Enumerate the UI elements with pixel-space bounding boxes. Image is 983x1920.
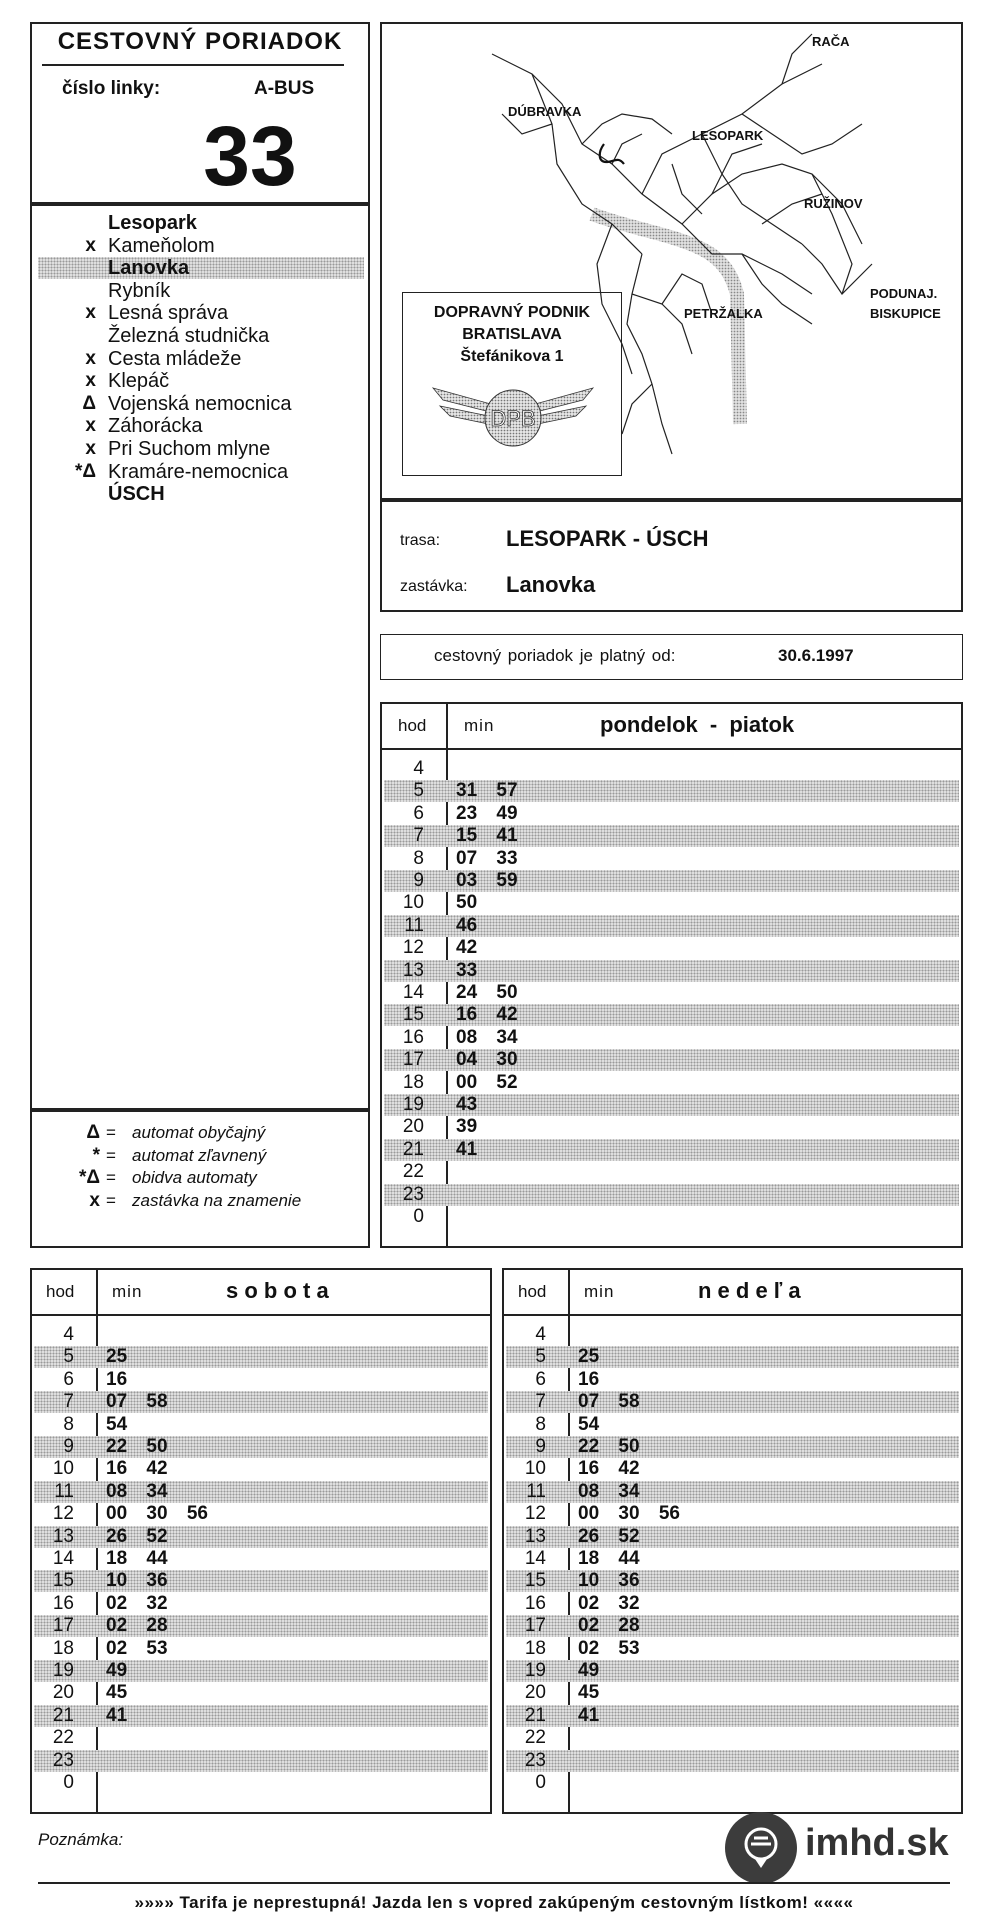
map-label-ruzinov: RUŽINOV xyxy=(804,196,863,211)
weekday-row xyxy=(384,848,959,870)
note-label: Poznámka: xyxy=(38,1830,124,1849)
legend-equals: = xyxy=(106,1168,116,1187)
timetable-title: CESTOVNÝ PORIADOK xyxy=(57,28,343,55)
weekday-col-min: min xyxy=(464,716,495,735)
minutes-cell: 16 xyxy=(106,1368,128,1390)
stop-item xyxy=(38,280,364,302)
sunday-col-min: min xyxy=(584,1282,615,1301)
minutes-cell: 22 50 xyxy=(106,1436,168,1457)
hour-cell: 20 xyxy=(52,1682,74,1704)
sunday-row xyxy=(506,1369,959,1391)
sunday-row xyxy=(506,1660,959,1682)
minutes-cell: 02 53 xyxy=(106,1637,168,1659)
minutes-cell: 54 xyxy=(106,1413,128,1435)
saturday-col-min: min xyxy=(112,1282,143,1301)
minutes-cell: 10 36 xyxy=(578,1570,640,1592)
hour-cell: 18 xyxy=(524,1637,546,1659)
sunday-row xyxy=(506,1458,959,1480)
minutes-cell: 07 33 xyxy=(456,847,518,869)
minutes-cell: 03 59 xyxy=(456,870,518,891)
hour-cell: 23 xyxy=(52,1749,74,1771)
weekday-header-rule xyxy=(380,748,963,750)
weekday-row xyxy=(384,1139,959,1161)
minutes-cell: 45 xyxy=(578,1682,600,1704)
hour-cell: 22 xyxy=(402,1161,424,1183)
stop-item xyxy=(38,393,364,415)
minutes-cell: 41 xyxy=(578,1704,600,1726)
legend-item xyxy=(44,1167,364,1189)
hour-cell: 6 xyxy=(63,1368,74,1390)
stop-item xyxy=(38,325,364,347)
hour-cell: 16 xyxy=(402,1026,424,1048)
sunday-row xyxy=(506,1772,959,1794)
minutes-cell: 25 xyxy=(578,1346,600,1368)
sunday-row xyxy=(506,1682,959,1704)
sunday-row xyxy=(506,1548,959,1570)
map-label-biskupice: BISKUPICE xyxy=(870,306,941,321)
map-label-petrzalka: PETRŽALKA xyxy=(684,306,763,321)
sunday-row xyxy=(506,1638,959,1660)
hour-cell: 17 xyxy=(524,1615,546,1637)
stop-item xyxy=(38,483,364,505)
operator-address: Štefánikova 1 xyxy=(460,348,564,365)
sunday-row xyxy=(506,1324,959,1346)
hour-cell: 7 xyxy=(413,825,424,847)
hour-cell: 9 xyxy=(63,1436,74,1457)
minutes-cell: 49 xyxy=(106,1660,128,1681)
saturday-row xyxy=(34,1750,488,1772)
stop-marker: *Δ xyxy=(74,460,96,482)
legend-equals: = xyxy=(106,1145,116,1165)
weekday-row xyxy=(384,1072,959,1094)
saturday-row xyxy=(34,1705,488,1727)
hour-cell: 21 xyxy=(402,1138,424,1160)
saturday-row xyxy=(34,1503,488,1525)
minutes-cell: 16 xyxy=(578,1368,600,1390)
minutes-cell: 00 30 56 xyxy=(106,1503,208,1525)
weekday-row xyxy=(384,982,959,1004)
footer-rule xyxy=(38,1882,950,1884)
saturday-row xyxy=(34,1324,488,1346)
stop-name: Záhorácka xyxy=(108,415,203,438)
sunday-row xyxy=(506,1526,959,1548)
sunday-col-hod: hod xyxy=(518,1282,547,1301)
sunday-row xyxy=(506,1570,959,1592)
stop-name: Lanovka xyxy=(108,257,190,280)
hour-cell: 6 xyxy=(413,802,424,824)
hour-cell: 11 xyxy=(526,1480,546,1502)
minutes-cell: 26 52 xyxy=(578,1525,640,1547)
stop-item xyxy=(38,348,364,370)
legend-symbol: Δ xyxy=(86,1122,100,1143)
hour-cell: 5 xyxy=(413,780,424,802)
hour-cell: 19 xyxy=(402,1094,424,1115)
stop-marker: x xyxy=(85,438,96,459)
saturday-row xyxy=(34,1660,488,1682)
stop-marker: x xyxy=(85,302,96,324)
minutes-cell: 24 50 xyxy=(456,982,518,1003)
minutes-cell: 45 xyxy=(106,1682,128,1704)
dpb-logo-text: DPB xyxy=(490,406,536,431)
line-label: číslo linky: xyxy=(62,78,161,99)
legend-item xyxy=(44,1122,364,1144)
saturday-row xyxy=(34,1615,488,1637)
minutes-cell: 00 52 xyxy=(456,1071,518,1093)
legend-equals: = xyxy=(106,1190,116,1210)
minutes-cell: 07 58 xyxy=(578,1391,640,1413)
hour-cell: 7 xyxy=(535,1391,546,1413)
hour-cell: 0 xyxy=(63,1772,74,1793)
sunday-header-rule xyxy=(502,1314,963,1316)
hour-cell: 19 xyxy=(52,1660,74,1681)
stop-marker: x xyxy=(85,234,96,256)
hour-cell: 14 xyxy=(402,982,424,1003)
hour-cell: 21 xyxy=(52,1704,74,1726)
weekday-row xyxy=(384,758,959,780)
stop-marker: x xyxy=(85,347,96,369)
stop-label: zastávka: xyxy=(400,578,468,595)
minutes-cell: 04 30 xyxy=(456,1049,518,1071)
hour-cell: 4 xyxy=(535,1324,546,1345)
hour-cell: 17 xyxy=(52,1615,74,1637)
map-label-podunaj: PODUNAJ. xyxy=(870,286,938,301)
weekday-row xyxy=(384,1049,959,1071)
hour-cell: 10 xyxy=(52,1458,74,1480)
stop-name: Vojenská nemocnica xyxy=(108,392,292,415)
hour-cell: 15 xyxy=(524,1570,546,1592)
operator-name: DOPRAVNÝ PODNIK xyxy=(433,304,591,321)
hour-cell: 23 xyxy=(524,1749,546,1771)
minutes-cell: 08 34 xyxy=(456,1026,518,1048)
minutes-cell: 18 44 xyxy=(106,1548,168,1569)
minutes-cell: 07 58 xyxy=(106,1391,168,1413)
hour-cell: 20 xyxy=(524,1682,546,1704)
minutes-cell: 25 xyxy=(106,1346,128,1368)
minutes-cell: 39 xyxy=(456,1116,478,1138)
dpb-logo-icon xyxy=(428,378,598,458)
hour-cell: 17 xyxy=(402,1049,424,1071)
legend-item xyxy=(44,1190,364,1212)
minutes-cell: 42 xyxy=(456,937,478,959)
minutes-cell: 26 52 xyxy=(106,1525,168,1547)
route-label: trasa: xyxy=(400,532,441,549)
line-number: 33 xyxy=(203,109,297,203)
hour-cell: 12 xyxy=(52,1503,74,1525)
hour-cell: 7 xyxy=(63,1391,74,1413)
hour-cell: 19 xyxy=(524,1660,546,1681)
legend-equals: = xyxy=(106,1123,116,1142)
hour-cell: 15 xyxy=(52,1570,74,1592)
hour-cell: 13 xyxy=(524,1525,546,1547)
weekday-row xyxy=(384,1116,959,1138)
hour-cell: 18 xyxy=(402,1071,424,1093)
stop-item-current xyxy=(38,257,364,279)
hour-cell: 5 xyxy=(63,1346,74,1368)
validity-date: 30.6.1997 xyxy=(778,646,854,665)
hour-cell: 4 xyxy=(413,758,424,779)
hour-cell: 11 xyxy=(404,914,424,936)
minutes-cell: 10 36 xyxy=(106,1570,168,1592)
saturday-row xyxy=(34,1414,488,1436)
saturday-col-hod: hod xyxy=(46,1282,75,1301)
stop-item xyxy=(38,370,364,392)
stop-marker: x xyxy=(85,370,96,392)
hour-cell: 12 xyxy=(402,937,424,959)
stop-item xyxy=(38,438,364,460)
sunday-row xyxy=(506,1346,959,1368)
minutes-cell: 02 53 xyxy=(578,1637,640,1659)
hour-cell: 9 xyxy=(535,1436,546,1457)
weekday-row xyxy=(384,803,959,825)
hour-cell: 18 xyxy=(52,1637,74,1659)
weekday-row xyxy=(384,1027,959,1049)
saturday-row xyxy=(34,1369,488,1391)
saturday-row xyxy=(34,1593,488,1615)
map-label-dubravka: DÚBRAVKA xyxy=(508,104,582,119)
weekday-row xyxy=(384,915,959,937)
hour-cell: 13 xyxy=(402,959,424,981)
legend-symbol: * xyxy=(92,1144,100,1166)
sunday-row xyxy=(506,1615,959,1637)
tariff-notice: »»»» Tarifa je neprestupná! Jazda len s vopred zakúpeným cestovným lístkom! «««« xyxy=(134,1893,854,1912)
weekday-col-hod: hod xyxy=(398,716,427,735)
hour-cell: 5 xyxy=(535,1346,546,1368)
header-rule xyxy=(42,64,344,66)
legend-text: automat obyčajný xyxy=(132,1123,266,1142)
weekday-row xyxy=(384,1004,959,1026)
sunday-row xyxy=(506,1750,959,1772)
sunday-row xyxy=(506,1391,959,1413)
stop-name: Klepáč xyxy=(108,370,170,393)
weekday-row xyxy=(384,960,959,982)
operator-city: BRATISLAVA xyxy=(462,326,562,343)
hour-cell: 16 xyxy=(524,1592,546,1614)
line-code: A-BUS xyxy=(254,78,315,99)
stop-name: Lesná správa xyxy=(108,302,229,325)
sunday-row xyxy=(506,1481,959,1503)
legend-text: obidva automaty xyxy=(132,1168,257,1187)
hour-cell: 10 xyxy=(402,892,424,914)
saturday-row xyxy=(34,1458,488,1480)
stop-name: Pri Suchom mlyne xyxy=(108,438,271,460)
weekday-row xyxy=(384,825,959,847)
weekday-row xyxy=(384,1184,959,1206)
minutes-cell: 54 xyxy=(578,1413,600,1435)
hour-cell: 0 xyxy=(413,1206,424,1227)
hour-cell: 20 xyxy=(402,1116,424,1138)
saturday-row xyxy=(34,1727,488,1749)
saturday-row xyxy=(34,1526,488,1548)
weekday-row xyxy=(384,870,959,892)
minutes-cell: 08 34 xyxy=(578,1480,640,1502)
hour-cell: 6 xyxy=(535,1368,546,1390)
hour-cell: 15 xyxy=(402,1004,424,1026)
stop-marker: Δ xyxy=(82,392,96,414)
saturday-row xyxy=(34,1570,488,1592)
car-pin-icon xyxy=(725,1812,797,1884)
sunday-row xyxy=(506,1705,959,1727)
sunday-row xyxy=(506,1727,959,1749)
saturday-row xyxy=(34,1548,488,1570)
minutes-cell: 02 28 xyxy=(106,1615,168,1637)
saturday-row xyxy=(34,1481,488,1503)
hour-cell: 0 xyxy=(535,1772,546,1793)
minutes-cell: 43 xyxy=(456,1094,478,1115)
minutes-cell: 02 32 xyxy=(578,1592,640,1614)
hour-cell: 11 xyxy=(54,1480,74,1502)
minutes-cell: 00 30 56 xyxy=(578,1503,680,1525)
sunday-row xyxy=(506,1503,959,1525)
legend-text: zastávka na znamenie xyxy=(132,1190,302,1210)
sunday-title: n e d e ľ a xyxy=(698,1278,801,1303)
hour-cell: 8 xyxy=(413,847,424,869)
minutes-cell: 46 xyxy=(456,914,478,936)
weekday-title: pondelok - piatok xyxy=(600,712,795,737)
stop-name: ÚSCH xyxy=(108,483,165,506)
stop-item xyxy=(38,235,364,257)
saturday-title: s o b o t a xyxy=(226,1278,329,1303)
minutes-cell: 23 49 xyxy=(456,802,518,824)
hour-cell: 12 xyxy=(524,1503,546,1525)
hour-cell: 4 xyxy=(63,1324,74,1345)
minutes-cell: 49 xyxy=(578,1660,600,1681)
hour-cell: 10 xyxy=(524,1458,546,1480)
weekday-row xyxy=(384,1161,959,1183)
weekday-row xyxy=(384,892,959,914)
hour-cell: 22 xyxy=(524,1727,546,1749)
hour-cell: 21 xyxy=(524,1704,546,1726)
route-value: LESOPARK - ÚSCH xyxy=(506,526,709,551)
stop-name: Rybník xyxy=(108,279,171,302)
legend-text: automat zľavnený xyxy=(132,1145,267,1165)
weekday-row xyxy=(384,780,959,802)
saturday-row xyxy=(34,1638,488,1660)
stop-item xyxy=(38,302,364,324)
saturday-row xyxy=(34,1772,488,1794)
stop-name: Cesta mládeže xyxy=(108,347,242,370)
stop-item xyxy=(38,212,364,234)
stop-name: Železná studnička xyxy=(108,325,270,347)
saturday-row xyxy=(34,1436,488,1458)
stop-item xyxy=(38,461,364,483)
minutes-cell: 15 41 xyxy=(456,825,518,847)
minutes-cell: 22 50 xyxy=(578,1436,640,1457)
stop-name: Kameňolom xyxy=(108,234,215,257)
saturday-row xyxy=(34,1391,488,1413)
minutes-cell: 16 42 xyxy=(106,1458,168,1480)
hour-cell: 13 xyxy=(52,1525,74,1547)
minutes-cell: 31 57 xyxy=(456,780,518,802)
weekday-row xyxy=(384,1206,959,1228)
stop-value: Lanovka xyxy=(506,572,596,597)
stop-name: Lesopark xyxy=(108,212,197,234)
minutes-cell: 50 xyxy=(456,892,478,914)
legend-item xyxy=(44,1145,364,1167)
minutes-cell: 41 xyxy=(106,1704,128,1726)
saturday-header-rule xyxy=(30,1314,492,1316)
hour-cell: 9 xyxy=(413,870,424,891)
legend-symbol: x xyxy=(89,1189,100,1211)
hour-cell: 14 xyxy=(52,1548,74,1569)
sunday-row xyxy=(506,1436,959,1458)
hour-cell: 8 xyxy=(63,1413,74,1435)
map-label-lesopark: LESOPARK xyxy=(692,128,764,143)
weekday-row xyxy=(384,937,959,959)
hour-cell: 8 xyxy=(535,1413,546,1435)
legend-symbol: *Δ xyxy=(78,1167,100,1188)
sunday-row xyxy=(506,1414,959,1436)
minutes-cell: 02 32 xyxy=(106,1592,168,1614)
stop-item xyxy=(38,415,364,437)
minutes-cell: 41 xyxy=(456,1138,478,1160)
minutes-cell: 33 xyxy=(456,959,478,981)
minutes-cell: 16 42 xyxy=(578,1458,640,1480)
stop-marker: x xyxy=(85,415,96,437)
sunday-row xyxy=(506,1593,959,1615)
validity-text: cestovný poriadok je platný od: xyxy=(434,646,676,665)
hour-cell: 16 xyxy=(52,1592,74,1614)
hour-cell: 23 xyxy=(402,1183,424,1205)
minutes-cell: 18 44 xyxy=(578,1548,640,1569)
map-label-raca: RAČA xyxy=(812,34,850,49)
saturday-row xyxy=(34,1682,488,1704)
brand-text[interactable]: imhd.sk xyxy=(805,1822,949,1864)
minutes-cell: 08 34 xyxy=(106,1480,168,1502)
saturday-row xyxy=(34,1346,488,1368)
hour-cell: 14 xyxy=(524,1548,546,1569)
weekday-row xyxy=(384,1094,959,1116)
stop-name: Kramáre-nemocnica xyxy=(108,460,289,483)
hour-cell: 22 xyxy=(52,1727,74,1749)
minutes-cell: 02 28 xyxy=(578,1615,640,1637)
minutes-cell: 16 42 xyxy=(456,1004,518,1026)
